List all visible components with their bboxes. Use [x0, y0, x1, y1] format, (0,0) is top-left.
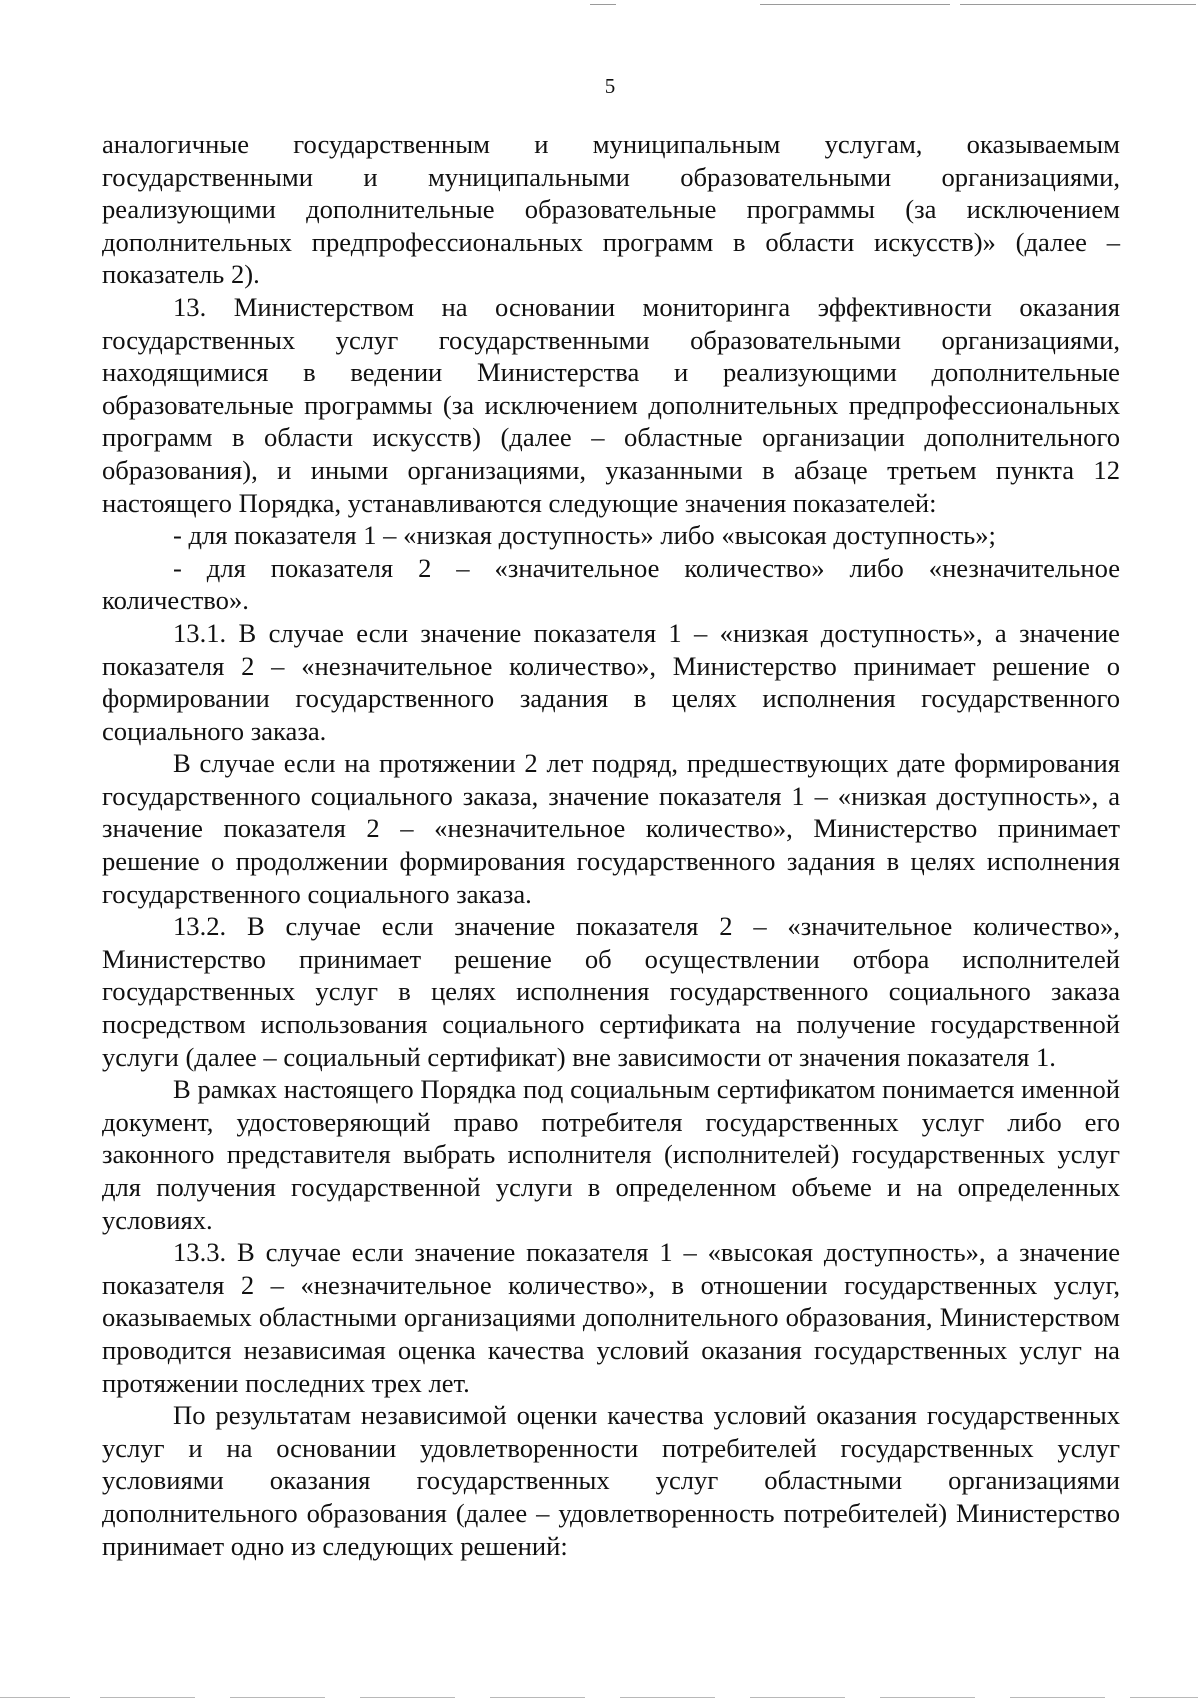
scan-edge-mark — [0, 1697, 70, 1698]
scan-edge-mark — [230, 1697, 325, 1698]
scan-edge-mark — [1130, 1697, 1198, 1698]
paragraph: По результатам независимой оценки качества условий оказания государственных услуг и на основании удовлетворенности потребителей государственных услуг условиями оказания государственных услуг областными организациями дополнительного образования (далее – удовлетворенность потребителей) Министерство принимает одно из следующих решений: — [102, 1400, 1120, 1561]
paragraph: 13.3. В случае если значение показателя 1 – «высокая доступность», а значение показателя 2 – «незначительное количество», в отношении государственных услуг, оказываемых областными организациями дополнительного образования, Министерством проводится независимая оценка качества условий оказания государственных услуг на протяжении последних трех лет. — [102, 1237, 1120, 1398]
page-number: 5 — [604, 74, 616, 98]
paragraph: 13.2. В случае если значение показателя 2 – «значительное количество», Министерство принимает решение об осуществлении отбора исполнителей государственных услуг в целях исполнения государственного социального заказа посредством использования социального сертификата на получение государственной услуги (далее – социальный сертификат) вне зависимости от значения показателя 1. — [102, 911, 1120, 1072]
list-item: - для показателя 1 – «низкая доступность» либо «высокая доступность»; — [173, 520, 996, 551]
scan-edge-mark — [1010, 1697, 1105, 1698]
scan-edge-mark — [760, 4, 950, 5]
paragraph: В случае если на протяжении 2 лет подряд, предшествующих дате формирования государственного социального заказа, значение показателя 1 – «низкая доступность», а значение показателя 2 – «незначительное количество», Министерство принимает решение о продолжении формирования государственного задания в целях исполнения государственного социального заказа. — [102, 748, 1120, 909]
scan-edge-mark — [960, 4, 1196, 5]
scan-edge-mark — [490, 1697, 585, 1698]
list-item: - для показателя 2 – «значительное количество» либо «незначительное количество». — [102, 552, 1120, 616]
paragraph: В рамках настоящего Порядка под социальным сертификатом понимается именной документ, удостоверяющий право потребителя государственных услуг либо его законного представителя выбрать исполнителя (исполнителей) государственных услуг для получения государственной услуги в определенном объеме и на определенных условиях. — [102, 1074, 1120, 1235]
scan-edge-mark — [100, 1697, 195, 1698]
scan-edge-mark — [620, 1697, 715, 1698]
scan-edge-mark — [750, 1697, 845, 1698]
scan-edge-mark — [360, 1697, 455, 1698]
paragraph: 13. Министерством на основании мониторинга эффективности оказания государственных услуг государственными образовательными организациями, находящимися в ведении Министерства и реализующими дополнительные образовательные программы (за исключением дополнительных предпрофессиональных программ в области искусств) (далее – областные организации дополнительного образования), и иными организациями, указанными в абзаце третьем пункта 12 настоящего Порядка, устанавливаются следующие значения показателей: — [102, 291, 1120, 518]
scan-edge-mark — [880, 1697, 975, 1698]
document-body — [102, 128, 1120, 1562]
paragraph: аналогичные государственным и муниципальным услугам, оказываемым государственными и муниципальными образовательными организациями, реализующими дополнительные образовательные программы (за исключением дополнительных предпрофессиональных программ в области искусств)» (далее – показатель 2). — [102, 129, 1120, 290]
scan-edge-mark — [590, 4, 616, 5]
paragraph: 13.1. В случае если значение показателя 1 – «низкая доступность», а значение показателя 2 – «незначительное количество», Министерство принимает решение о формировании государственного задания в целях исполнения государственного социального заказа. — [102, 617, 1120, 746]
